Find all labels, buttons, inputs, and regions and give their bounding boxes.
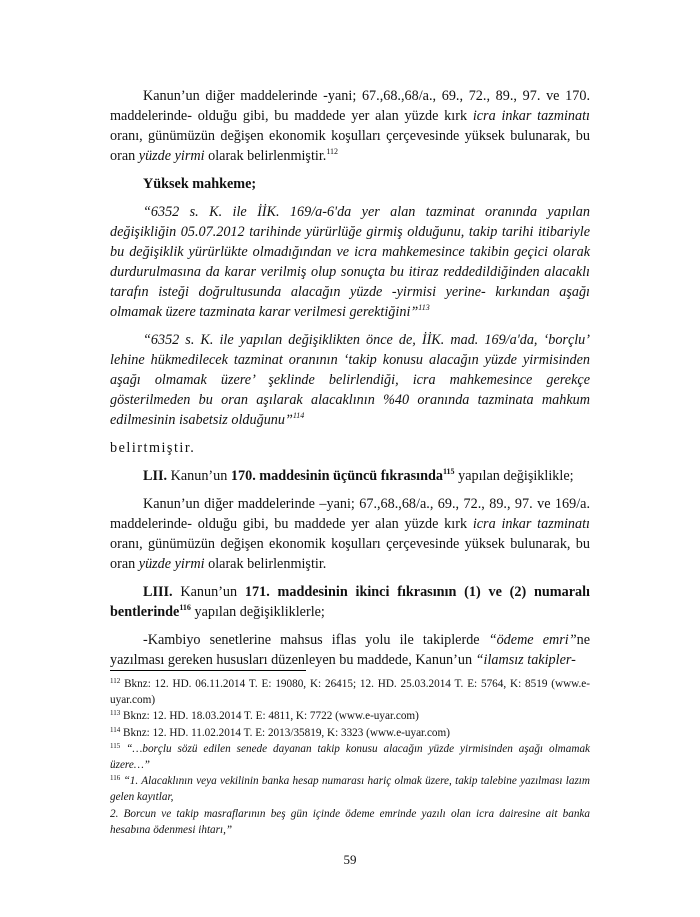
text-run: -Kambiyo senetlerine mahsus iflas yolu ile takiplerde bbox=[143, 632, 489, 648]
footnote-number: 114 bbox=[110, 725, 121, 734]
quote-text: “6352 s. K. ile İİK. 169/a-6'da yer alan tazminat oranında yapılan değişikliğin 05.07.2012 tarihinde yürürlüğe girmiş olduğunu, takip tarihi itibariyle bu değişiklik yürürlükte olmadığından ve icra mahkemesince takibin geçici olarak durdurulmasına da karar verilmiş olup sonuçta bu itiraz reddedildiğinden alacaklı tarafın isteği doğrultusunda alacağın yüzde -yirmisi yerine- kırkından aşağı olmamak üzere tazminata karar verilmesi gerektiğini” bbox=[110, 204, 590, 320]
footnote-113 bbox=[110, 708, 590, 724]
text-run: oranı, günümüzün değişen ekonomik koşulları çerçevesinde yüksek bulunarak, bu oran bbox=[110, 536, 590, 572]
text-run: olarak belirlenmiştir. bbox=[204, 556, 327, 572]
text-run: ne yazılması gereken hususları düzenleyen bu maddede, Kanun’un bbox=[110, 632, 590, 668]
footnote-ref-115[interactable]: 115 bbox=[443, 467, 455, 476]
text-run: Kanun’un bbox=[167, 468, 231, 484]
paragraph-3 bbox=[110, 630, 590, 670]
footnote-ref-112[interactable]: 112 bbox=[326, 147, 339, 156]
text-run: Kanun’un bbox=[172, 584, 245, 600]
footnote-ref-114[interactable]: 114 bbox=[292, 411, 305, 420]
section-lii bbox=[110, 466, 590, 486]
section-number: LII. bbox=[143, 468, 168, 484]
footnote-number: 112 bbox=[110, 677, 121, 685]
italic-term: “ilamsız takipler- bbox=[475, 652, 576, 668]
footnote-text: Bknz: 12. HD. 18.03.2014 T. E: 4811, K: 7722 (www.e-uyar.com) bbox=[120, 710, 419, 723]
footnote-ref-113[interactable]: 113 bbox=[418, 303, 430, 312]
footnote-number: 113 bbox=[110, 709, 121, 718]
italic-term: yüzde yirmi bbox=[138, 148, 205, 164]
footnote-separator bbox=[110, 670, 306, 671]
belirtmistir-text: belirtmiştir. bbox=[110, 440, 196, 456]
footnote-text: “1. Alacaklının veya vekilinin banka hesap numarası hariç olmak üzere, takip talebine yazılması lazım gelen kayıtlar, bbox=[110, 775, 590, 804]
quote-text: “6352 s. K. ile yapılan değişiklikten önce de, İİK. mad. 169/a'da, ‘borçlu’ lehine hükmedilecek tazminat oranının ‘takip konusu alacağın yüzde yirmisinden aşağı olmamak üzere’ şeklinde belirlendiği, icra mahkemesince gerekçe gösterilmeden bu oran aşılarak alacaklının %40 oranında tazminata mahkum edilmesinin isabetsiz olduğunu” bbox=[110, 332, 590, 428]
quote-1 bbox=[110, 202, 590, 322]
footnotes bbox=[110, 676, 590, 838]
bold-term: 171. maddesinin ikinci fıkrasının (1) ve (2) numaralı bentlerinde bbox=[110, 584, 590, 620]
bold-term: 170. maddesinin üçüncü fıkrasında bbox=[230, 468, 443, 484]
italic-term: icra inkar tazminatı bbox=[472, 108, 590, 124]
footnote-number: 116 bbox=[110, 774, 121, 783]
footnote-text: Bknz: 12. HD. 06.11.2014 T. E: 19080, K: 26415; 12. HD. 25.03.2014 T. E: 5764, K: 8519 (www.e-uyar.com) bbox=[110, 678, 590, 707]
paragraph-1 bbox=[110, 86, 590, 166]
italic-term: “ödeme emri” bbox=[488, 632, 577, 648]
footnote-ref-116[interactable]: 116 bbox=[179, 603, 191, 612]
text-run: oranı, günümüzün değişen ekonomik koşulları çerçevesinde yüksek bulunarak, bu oran bbox=[110, 128, 590, 164]
italic-term: icra inkar tazminatı bbox=[472, 516, 590, 532]
footnote-text: “…borçlu sözü edilen senede dayanan takip konusu alacağın yüzde yirmisinden aşağı olmamak üzere…” bbox=[110, 742, 590, 772]
quote-2 bbox=[110, 330, 590, 430]
text-run: Kanun’un diğer maddelerinde -yani; 67.,68.,68/a., 69., 72., 89., 97. ve 170. maddelerinde- olduğu gibi, bu maddede yer alan yüzde kırk bbox=[110, 88, 590, 124]
paragraph-2 bbox=[110, 494, 590, 574]
footnote-114 bbox=[110, 725, 590, 741]
footnote-112 bbox=[110, 676, 590, 708]
page-number: 59 bbox=[343, 852, 357, 867]
footnote-116 bbox=[110, 773, 590, 805]
page-body bbox=[110, 86, 590, 670]
text-run: yapılan değişikliklerle; bbox=[190, 604, 325, 620]
text-run: Kanun’un diğer maddelerinde –yani; 67.,68.,68/a., 69., 72., 89., 97. ve 169/a. maddelerinde- olduğu gibi, bu maddede yer alan yüzde kırk bbox=[110, 496, 590, 532]
section-number: LIII. bbox=[143, 584, 173, 600]
section-liii bbox=[110, 582, 590, 622]
heading-yuksek-mahkeme: Yüksek mahkeme; bbox=[143, 176, 257, 192]
italic-term: yüzde yirmi bbox=[138, 556, 205, 572]
footnote-number: 115 bbox=[110, 741, 121, 750]
footnote-116-continued: 2. Borcun ve takip masraflarının beş gün içinde ödeme emrinde yazılı olan icra dairesine ait banka hesabına ödenmesi ihtarı,” bbox=[110, 807, 590, 836]
footnote-text: Bknz: 12. HD. 11.02.2014 T. E: 2013/35819, K: 3323 (www.e-uyar.com) bbox=[120, 726, 450, 739]
text-run: olarak belirlenmiştir. bbox=[204, 148, 327, 164]
text-run: yapılan değişiklikle; bbox=[454, 468, 574, 484]
footnote-115 bbox=[110, 741, 590, 773]
